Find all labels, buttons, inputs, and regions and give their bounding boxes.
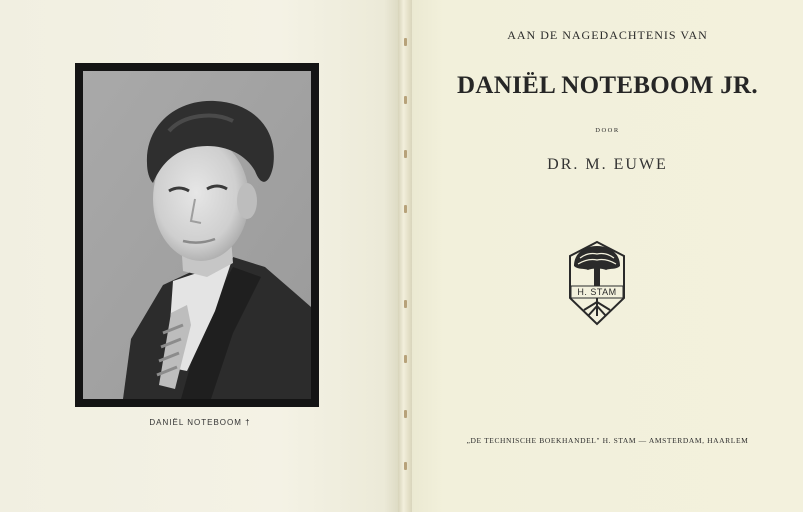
- tree-emblem-icon: [566, 240, 628, 326]
- logo-text: H. STAM: [577, 287, 617, 297]
- book-gutter: [398, 0, 412, 512]
- author-name: DR. M. EUWE: [547, 156, 668, 173]
- by-line: DOOR: [595, 127, 620, 134]
- photo-caption: DANIËL NOTEBOOM †: [149, 418, 251, 427]
- binding-stitch: [404, 410, 407, 418]
- binding-stitch: [404, 205, 407, 213]
- portrait-photo: [83, 71, 311, 399]
- binding-stitch: [404, 355, 407, 363]
- binding-stitch: [404, 96, 407, 104]
- publisher-line: „DE TECHNISCHE BOEKHANDEL" H. STAM — AMSTERDAM, HAARLEM: [466, 436, 749, 445]
- dedication-line: AAN DE NAGEDACHTENIS VAN: [507, 28, 708, 42]
- binding-stitch: [404, 300, 407, 308]
- binding-stitch: [404, 462, 407, 470]
- binding-stitch: [404, 38, 407, 46]
- book-title: DANIËL NOTEBOOM JR.: [457, 72, 758, 99]
- photo-frame: [75, 63, 319, 407]
- binding-stitch: [404, 150, 407, 158]
